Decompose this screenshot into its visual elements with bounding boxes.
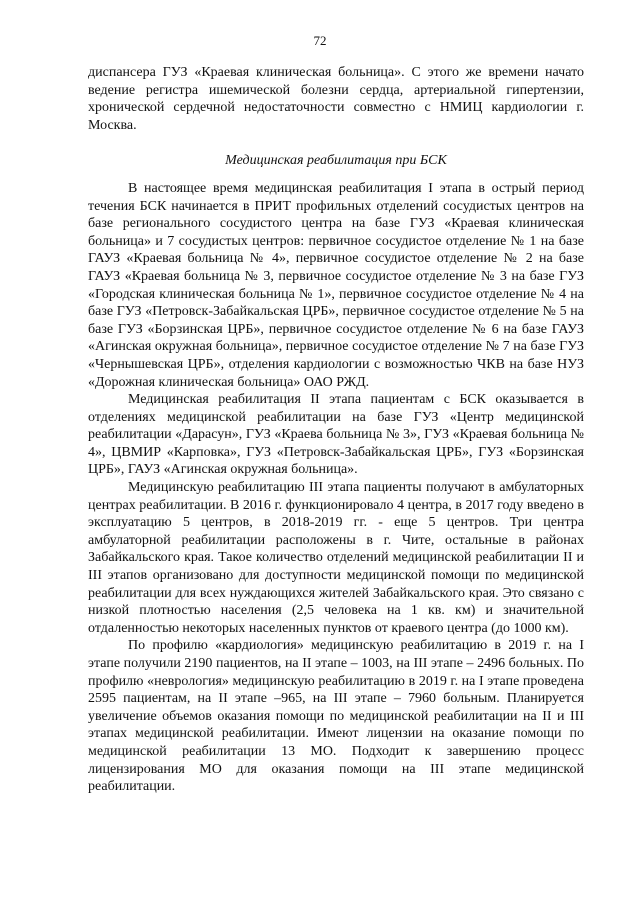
section-heading: Медицинская реабилитация при БСК — [225, 153, 447, 169]
paragraph-stage-3: Медицинскую реабилитацию III этапа пациенты получают в амбулаторных центрах реабилитации. В 2016 г. функционировало 4 центра, в 2017 году введено в эксплуатацию 5 центров, в 2018-2019 гг. - еще 5 центров. Три центра амбулаторной реабилитации расположены в г. Чите, остальные в районах Забайкальского края. Такое количество отделений медицинской реабилитации II и III этапов организовано для доступности медицинской помощи по медицинской реабилитации для всех нуждающихся жителей Забайкальского края. Это связано с низкой плотностью населения (2,5 человека на 1 кв. км) и значительной отдаленностью некоторых населенных пунктов от краевого центра (до 1000 км). — [88, 480, 584, 636]
intro-paragraph: диспансера ГУЗ «Краевая клиническая больница». С этого же времени начато ведение регистра ишемической болезни сердца, артериальной гипертензии, хронической сердечной недостаточности совместно с НМИЦ кардиологии г. Москва. — [88, 65, 584, 133]
page-content — [88, 64, 584, 796]
paragraph-statistics: По профилю «кардиология» медицинскую реабилитацию в 2019 г. на I этапе получили 2190 пациентов, на II этапе – 1003, на III этапе – 2496 больных. По профилю «неврология» медицинскую реабилитацию в 2019 г. на I этапе проведена 2595 пациентам, на II этапе –965, на III этапе – 7960 больным. Планируется увеличение объемов оказания помощи по медицинской реабилитации на II и III этапах медицинской реабилитации. Имеют лицензии на оказание помощи по медицинской реабилитации 13 МО. Подходит к завершению процесс лицензирования МО для оказания помощи на III этапе медицинской реабилитации. — [88, 638, 584, 795]
paragraph-stage-1: В настоящее время медицинская реабилитация I этапа в острый период течения БСК начинается в ПРИТ профильных отделений сосудистых центров на базе регионального сосудистого центра на базе ГУЗ «Краевая клиническая больница» и 7 сосудистых центров: первичное сосудистое отделение № 1 на базе ГАУЗ «Краевая больница № 4», первичное сосудистое отделение № 2 на базе ГАУЗ «Краевая больница № 3, первичное сосудистое отделение № 3 на базе ГУЗ «Городская клиническая больница № 1», первичное сосудистое отделение № 4 на базе ГУЗ «Петровск-Забайкальская ЦРБ», первичное сосудистое отделение № 5 на базе ГУЗ «Борзинская ЦРБ», первичное сосудистое отделение № 6 на базе ГАУЗ «Агинская окружная больница», первичное сосудистое отделение № 7 на базе ГУЗ «Чернышевская ЦРБ», отделения кардиологии с возможностью ЧКВ на базе НУЗ «Дорожная клиническая больница» ОАО РЖД. — [88, 180, 584, 390]
page-number: 72 — [313, 33, 327, 48]
paragraph-stage-2: Медицинская реабилитация II этапа пациентам с БСК оказывается в отделениях медицинской реабилитации на базе ГУЗ «Центр медицинской реабилитации «Дарасун», ГУЗ «Краева больница № 3», ГУЗ «Краевая больница № 4», ЦВМИР «Карповка», ГУЗ «Петровск-Забайкальская ЦРБ», ГУЗ «Борзинская ЦРБ», ГАУЗ «Агинская окружная больница». — [88, 392, 584, 478]
